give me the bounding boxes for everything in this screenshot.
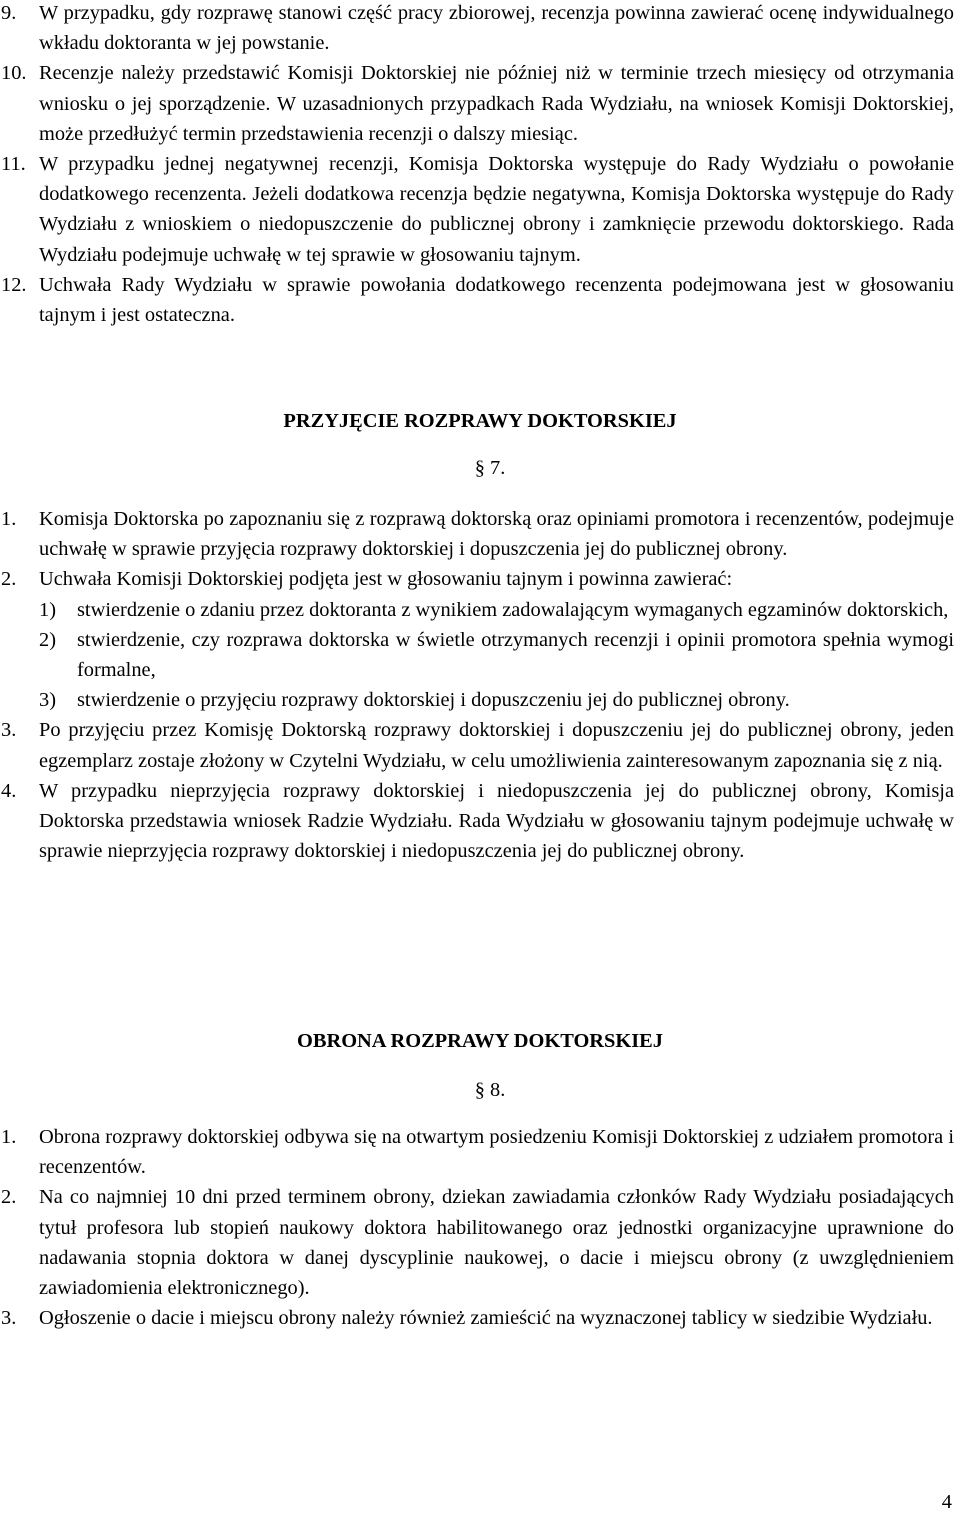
item-number: 1. <box>1 1126 17 1148</box>
item-number: 1. <box>1 508 17 530</box>
item-text: Po przyjęciu przez Komisję Doktorską rozprawy doktorskiej i dopuszczeniu jej do publicznej obrony, jeden egzemplarz zostaje złożony w Czytelni Wydziału, w celu umożliwienia zainteresowanym zapoznania się z nią. <box>39 719 954 772</box>
list-item <box>1 1303 959 1333</box>
section-6-tail <box>1 0 959 330</box>
section-heading-obrona: OBRONA ROZPRAWY DOKTORSKIEJ <box>297 1030 663 1052</box>
list-item <box>1 270 959 330</box>
list-item <box>1 776 959 867</box>
subitem-text: stwierdzenie o przyjęciu rozprawy doktorskiej i dopuszczeniu jej do publicznej obrony. <box>77 689 790 712</box>
item-number: 12. <box>1 273 27 296</box>
item-text: W przypadku jednej negatywnej recenzji, Komisja Doktorska występuje do Rady Wydziału o powołanie dodatkowego recenzenta. Jeżeli dodatkowa recenzja będzie negatywna, Komisja Doktorska występuje do Rady Wydziału z wnioskiem o niedopuszczenie do publicznej obrony i zamknięcie przewodu doktorskiego. Rada Wydziału podejmuje uchwałę w tej sprawie w głosowaniu tajnym. <box>39 153 954 266</box>
paragraph-mark-7: § 7. <box>474 457 506 479</box>
list-item <box>1 564 959 594</box>
list-item <box>1 715 959 775</box>
list-item <box>1 58 959 149</box>
subitem-number: 1) <box>39 598 56 621</box>
list-item <box>1 1122 959 1182</box>
section-7-body <box>1 504 959 866</box>
item-number: 3. <box>1 719 17 742</box>
item-text: Uchwała Komisji Doktorskiej podjęta jest w głosowaniu tajnym i powinna zawierać: <box>39 568 733 591</box>
page-number: 4 <box>941 1491 952 1513</box>
subitem-number: 2) <box>39 628 56 651</box>
item-text: W przypadku, gdy rozprawę stanowi część pracy zbiorowej, recenzja powinna zawierać ocenę indywidualnego wkładu doktoranta w jej powstanie. <box>39 2 954 55</box>
list-item <box>1 1182 959 1303</box>
item-text: Recenzje należy przedstawić Komisji Doktorskiej nie później niż w terminie trzech miesięcy od otrzymania wniosku o jej sporządzenie. W uzasadnionych przypadkach Rada Wydziału, na wniosek Komisji Doktorskiej, może przedłużyć termin przedstawienia recenzji o dalszy miesiąc. <box>39 62 954 145</box>
list-item <box>1 504 959 564</box>
list-item <box>1 0 959 58</box>
item-number: 9. <box>1 2 17 24</box>
item-number: 2. <box>1 1186 17 1209</box>
sub-list-item <box>1 685 959 715</box>
item-text: W przypadku nieprzyjęcia rozprawy doktorskiej i niedopuszczenia jej do publicznej obrony, Komisja Doktorska przedstawia wniosek Radzie Wydziału. Rada Wydziału w głosowaniu tajnym podejmuje uchwałę w sprawie nieprzyjęcia rozprawy doktorskiej i niedopuszczenia jej do publicznej obrony. <box>39 779 954 863</box>
item-number: 10. <box>1 62 27 85</box>
item-text: Komisja Doktorska po zapoznaniu się z rozprawą doktorską oraz opiniami promotora i recenzentów, podejmuje uchwałę w sprawie przyjęcia rozprawy doktorskiej i dopuszczenia jej do publicznej obrony. <box>39 508 954 561</box>
section-8-body <box>1 1122 959 1333</box>
item-text: Ogłoszenie o dacie i miejscu obrony należy również zamieścić na wyznaczonej tablicy w siedzibie Wydziału. <box>39 1307 933 1330</box>
item-text: Na co najmniej 10 dni przed terminem obrony, dziekan zawiadamia członków Rady Wydziału posiadających tytuł profesora lub stopień naukowy doktora habilitowanego oraz jednostki organizacyjne uprawnione do nadawania stopnia doktora w danej dyscyplinie naukowej, o dacie i miejscu obrony (z uwzględnieniem zawiadomienia elektronicznego). <box>39 1186 954 1300</box>
item-number: 3. <box>1 1307 17 1330</box>
section-heading-przyjecie: PRZYJĘCIE ROZPRAWY DOKTORSKIEJ <box>283 410 677 432</box>
paragraph-mark-8: § 8. <box>474 1079 506 1101</box>
sub-list-item <box>1 595 959 625</box>
item-text: Obrona rozprawy doktorskiej odbywa się na otwartym posiedzeniu Komisji Doktorskiej z udziałem promotora i recenzentów. <box>39 1126 954 1179</box>
item-number: 4. <box>1 779 17 802</box>
subitem-number: 3) <box>39 689 56 712</box>
list-item <box>1 149 959 270</box>
item-number: 11. <box>1 153 26 176</box>
item-number: 2. <box>1 568 17 591</box>
item-text: Uchwała Rady Wydziału w sprawie powołania dodatkowego recenzenta podejmowana jest w głosowaniu tajnym i jest ostateczna. <box>39 273 954 327</box>
sub-list-item <box>1 625 959 685</box>
subitem-text: stwierdzenie o zdaniu przez doktoranta z wynikiem zadowalającym wymaganych egzaminów doktorskich, <box>77 598 949 621</box>
subitem-text: stwierdzenie, czy rozprawa doktorska w świetle otrzymanych recenzji i opinii promotora spełnia wymogi formalne, <box>77 628 954 682</box>
